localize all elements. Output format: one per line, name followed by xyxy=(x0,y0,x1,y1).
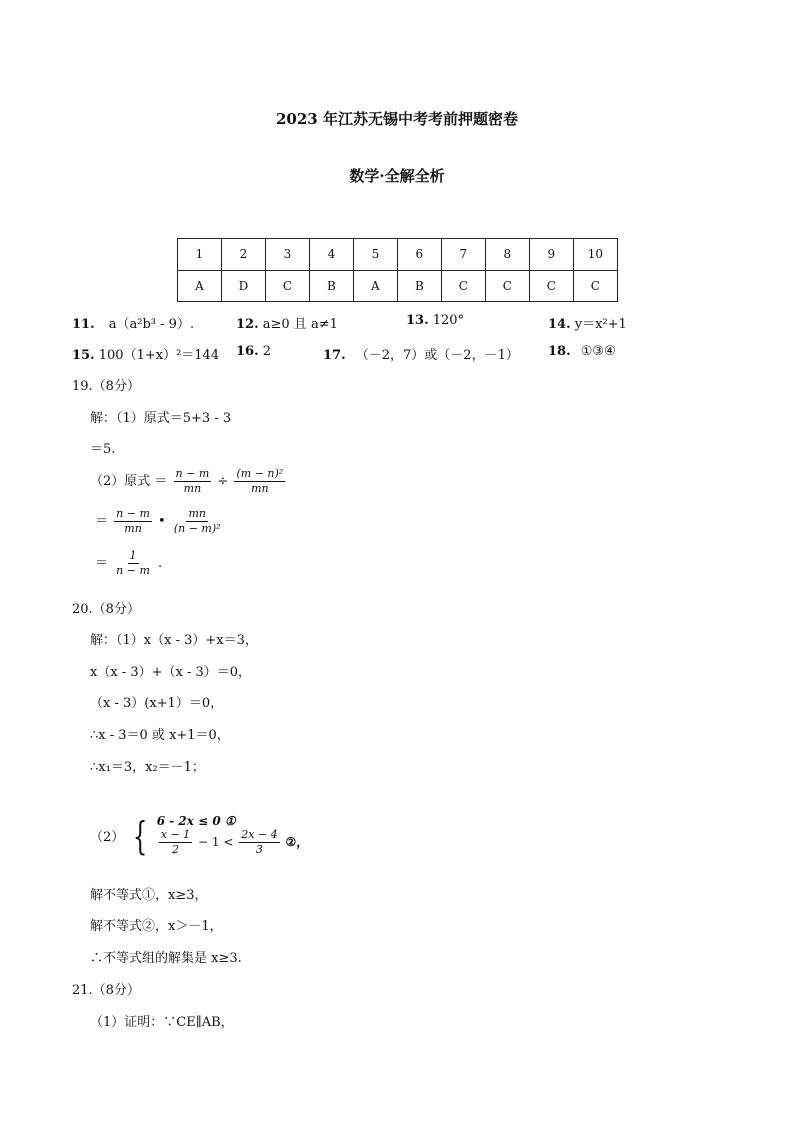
page-title: 2023 年江苏无锡中考考前押题密卷 xyxy=(276,110,518,128)
q20-line-7: 解不等式②，x＞－1， xyxy=(90,919,223,934)
inequality-1: 6 - 2x ≤ 0 ① xyxy=(156,814,236,828)
table-cell: 9 xyxy=(529,239,573,271)
fraction xyxy=(159,828,192,857)
answer-q13 xyxy=(406,313,464,328)
fraction xyxy=(239,828,279,857)
inequality-middle: − 1 < xyxy=(198,835,234,849)
table-cell: 5 xyxy=(353,239,397,271)
answer-q18 xyxy=(548,344,616,359)
numerator: 2x − 4 xyxy=(241,828,278,841)
table-cell: 2 xyxy=(221,239,265,271)
table-cell: C xyxy=(485,270,529,302)
answer-table xyxy=(177,238,618,302)
table-cell: 3 xyxy=(265,239,309,271)
q20-line-3: （x - 3）(x+1）＝0， xyxy=(90,696,224,711)
q19-part2-line-1 xyxy=(90,467,287,496)
left-brace: { xyxy=(133,813,148,858)
formula-label: （2）原式 ＝ xyxy=(90,474,168,489)
q20-line-2: x（x - 3）+（x - 3）＝0， xyxy=(90,665,252,680)
answer-text: y＝x²+1 xyxy=(574,317,627,332)
numerator: n − m xyxy=(116,507,150,520)
q20-line-5: ∴x₁＝3，x₂＝－1； xyxy=(90,760,205,775)
answer-text: a（a²b³ - 9）. xyxy=(108,317,195,332)
denominator: 3 xyxy=(255,843,263,856)
table-cell: C xyxy=(441,270,485,302)
answer-text: a≥0 且 a≠1 xyxy=(262,317,338,332)
fraction xyxy=(114,549,152,578)
q20-inequality-system xyxy=(90,814,308,857)
answer-q12 xyxy=(236,313,338,332)
question-number: 13. xyxy=(406,313,429,328)
answer-q17 xyxy=(323,344,519,363)
answer-text: 100（1+x）²＝144 xyxy=(98,348,220,363)
inequality-2 xyxy=(157,828,308,857)
q19-part2-line-2 xyxy=(95,507,225,536)
question-number: 11. xyxy=(72,317,95,332)
q20-heading: 20.（8分） xyxy=(72,602,140,617)
table-cell: C xyxy=(529,270,573,302)
divide-sign: ÷ xyxy=(217,474,229,489)
numerator: 1 xyxy=(129,549,137,562)
denominator: mn xyxy=(183,482,202,495)
table-cell: 8 xyxy=(485,239,529,271)
equals-sign: ＝ xyxy=(95,556,109,571)
q20-line-1: 解：（1）x（x - 3）+x＝3， xyxy=(90,633,258,648)
q19-line-1: 解：（1）原式＝5+3 - 3 xyxy=(90,411,232,426)
fraction xyxy=(114,507,152,536)
system-lines xyxy=(157,814,308,857)
inequality-tag: ②， xyxy=(285,835,309,849)
table-cell: 4 xyxy=(309,239,353,271)
numerator: (m − n)² xyxy=(236,467,284,480)
q19-heading: 19.（8分） xyxy=(72,379,140,394)
answer-text: 2 xyxy=(262,344,272,359)
fraction xyxy=(174,467,212,496)
answer-q11 xyxy=(72,313,194,332)
question-number: 12. xyxy=(236,317,259,332)
question-number: 18. xyxy=(548,344,571,359)
table-cell: B xyxy=(309,270,353,302)
table-cell: 10 xyxy=(573,239,617,271)
answer-q15 xyxy=(72,344,219,363)
table-cell: C xyxy=(573,270,617,302)
table-cell: A xyxy=(178,270,222,302)
fraction xyxy=(234,467,285,496)
question-number: 17. xyxy=(323,348,346,363)
answer-q16 xyxy=(236,344,271,359)
table-cell: C xyxy=(265,270,309,302)
answer-q14 xyxy=(548,313,627,332)
q21-heading: 21.（8分） xyxy=(72,983,140,998)
q19-part2-line-3 xyxy=(95,549,162,578)
numerator: x − 1 xyxy=(160,828,191,841)
q21-line-1: （1）证明：∵CE∥AB， xyxy=(90,1015,234,1030)
q20-line-4: ∴x - 3＝0 或 x+1＝0， xyxy=(90,728,230,743)
page-subtitle: 数学·全解全析 xyxy=(349,167,445,185)
denominator: mn xyxy=(251,482,269,495)
answer-text: 120° xyxy=(432,313,465,328)
table-cell: 7 xyxy=(441,239,485,271)
table-cell: A xyxy=(353,270,397,302)
numerator: mn xyxy=(188,507,206,520)
table-row-numbers xyxy=(178,239,618,271)
question-number: 15. xyxy=(72,348,95,363)
q19-line-2: ＝5. xyxy=(90,442,116,457)
q20-line-6: 解不等式①，x≥3， xyxy=(90,888,208,903)
answer-text: （－2，7）或（－2，－1） xyxy=(355,348,519,363)
q20-line-8: ∴不等式组的解集是 x≥3. xyxy=(90,951,242,966)
denominator: mn xyxy=(124,522,142,535)
table-cell: B xyxy=(397,270,441,302)
table-cell: D xyxy=(221,270,265,302)
table-row-answers xyxy=(178,270,618,302)
equals-sign: ＝ xyxy=(95,514,109,529)
fraction xyxy=(172,507,223,536)
period: . xyxy=(158,556,163,571)
answer-text: ①③④ xyxy=(580,344,616,359)
table-cell: 6 xyxy=(397,239,441,271)
table-cell: 1 xyxy=(178,239,222,271)
numerator: n − m xyxy=(175,467,210,480)
question-number: 14. xyxy=(548,317,571,332)
denominator: (n − m)² xyxy=(173,522,221,535)
multiply-dot: • xyxy=(158,514,166,529)
part-label: （2） xyxy=(90,830,125,845)
denominator: n − m xyxy=(116,564,150,577)
denominator: 2 xyxy=(171,843,179,856)
question-number: 16. xyxy=(236,344,259,359)
